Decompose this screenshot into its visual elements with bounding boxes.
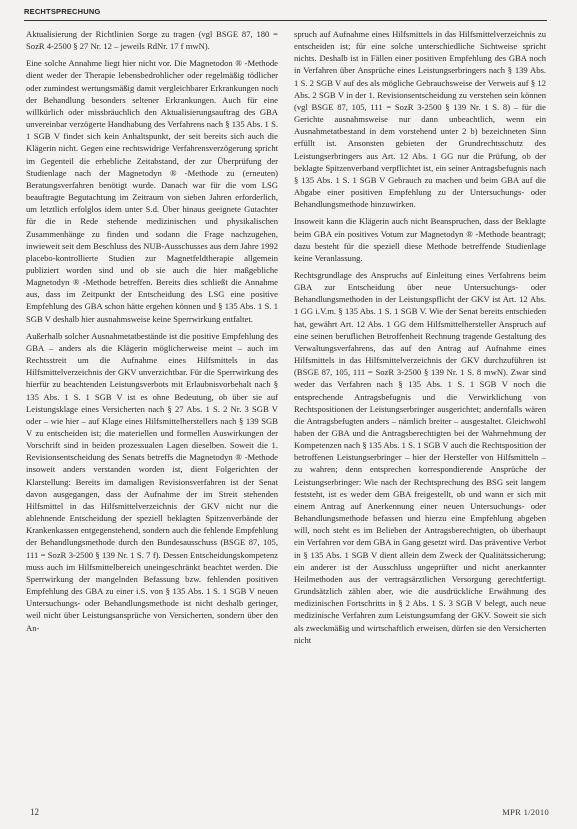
right-paragraph-1: spruch auf Aufnahme eines Hilfsmittels in das Hilfsmittelverzeichnis zu entscheiden ist; für eine solche unterschiedliche Sichtweise spricht nichts. Deshalb ist in Fällen einer positiven Empfehlung des GBA noch in Verfahren über Ansprüche eines Leistungserbringers nach § 139 Abs. 1 S. 2 SGB V auf des als mögliche Gebrauchsweise der Verweis auf § 12 Abs. 2 SGB V in der 1. Revisionsentscheidung zu verstehen sein können (vgl BSGE 87, 105, 111 = SozR 3-2500 § 139 Nr. 1 S. 8) – für die Gerichte ausnahmsweise nur dann unbeachtlich, wenn ein Ausnahmetatbestand in dem vorstehend unter 2 b) bezeichneten Sinn erfüllt ist. Ansonsten gebieten der Grundrechtsschutz des Leistungserbringers aus Art. 12 Abs. 1 GG nur die Prüfung, ob der beklagte Spitzenverband verpflichtet ist, ein seiner Antragsbefugnis nach § 135 Abs. 1 S. 1 SGB V Gebrauch zu machen und beim GBA auf die Abgabe einer positiven Empfehlung zu der Untersuchungs- oder Behandlungsmethode hinzuwirken. — [294, 29, 546, 210]
right-paragraph-3: Rechtsgrundlage des Anspruchs auf Einleitung eines Verfahrens beim GBA zur Entscheidung über neue Untersuchungs- oder Behandlungsmethoden in der Leistungspflicht der GKV ist Art. 12 Abs. 1 GG i.V.m. § 135 Abs. 1 S. 1 SGB V. Wie der Senat bereits entschieden hat, gewährt Art. 12 Abs. 1 GG dem Hilfsmittelhersteller Anspruch auf eine seinen beruflichen Betroffenheit Rechnung tragende Gestaltung des Verwaltungsverfahrens, das auf den Antrag auf Aufnahme eines Hilfsmittels in das Hilfsmittelverzeichnis der GKV durchzuführen ist (BSGE 87, 105, 111 = SozR 3-2500 § 139 Nr. 1 S. 8 mwN). Zwar sind weder das Verfahren nach § 135 Abs. 1 S. 1 SGB V noch die entsprechende Antragsbefugnis und die Verwirklichung von Rechtspositionen der Leistungserbringer ausgerichtet; andernfalls wären die Antragsbefugten anders – nämlich breiter – ausgestaltet. Gleichwohl haben der GBA und die Antragsberechtigten bei der Wahrnehmung der Kompetenzen nach § 135 Abs. 1 S. 1 SGB V auch die Rechtsposition der betroffenen Leistungserbringer – hier der Hersteller von Hilfsmitteln – zu wahren; denn entsprechen korrespondierende Ansprüche der Leistungserbringer: Wie nach der Rechtsprechung des BSG seit langem feststeht, ist es weder dem GBA freigestellt, ob und wann er sich mit einem Antrag auf Anerkennung einer neuen Untersuchungs- oder Behandlungsmethode befassen und hierzu eine Empfehlung abgeben will, noch steht es im Belieben der Antragsberechtigten, ob überhaupt ein Verfahren vor dem GBA in Gang gesetzt wird. Das präventive Verbot in § 135 Abs. 1 SGB V dient allein dem Zweck der Qualitätssicherung; ein anderer ist der Ausschluss ungeprüfter und nicht anerkannter Heilmethoden aus der vertragsärztlichen Versorgung gerechtfertigt. Grundsätzlich zählen aber, wie die ausdrückliche Erwähnung des medizinischen Fortschritts in § 2 Abs. 1 S. 3 SGB V belegt, auch neue medizinische Verfahren zum Leistungsumfang der GKV. Soweit sie sich als zweckmäßig und wirtschaftlich erweisen, dürfen sie den Versicherten nicht — [294, 269, 546, 645]
left-column — [26, 28, 278, 639]
journal-issue: MPR 1/2010 — [502, 807, 549, 817]
right-column — [294, 28, 546, 651]
right-paragraph-2: Insoweit kann die Klägerin auch nicht Beanspruchen, dass der Beklagte beim GBA ein positives Votum zur Magnetodyn ® -Methode beantragt; dazu besteht für die speziell diese Methode betreffende Studienlage keine Veranlassung. — [294, 216, 546, 263]
left-paragraph-1: Aktualisierung der Richtlinien Sorge zu tragen (vgl BSGE 87, 180 = SozR 4-2500 § 27 Nr. 12 – jeweils RdNr. 17 f mwN). — [26, 29, 278, 52]
page-number: 12 — [30, 807, 39, 817]
section-header: RECHTSPRECHUNG — [24, 7, 101, 16]
left-paragraph-2: Eine solche Annahme liegt hier nicht vor. Die Magnetodon ® -Methode dient weder der Therapie lebensbedrohlicher oder regelmäßig tödlicher oder zumindest wertungsmäßig damit vergleichbarer Erkrankungen noch der Behandlung besonders seltener Erkrankungen. Auch für eine willkürlich oder missbräuchlich den Aktualisierungsauftrag des GBA unvereinbar verzögerte Handhabung des Verfahrens nach § 135 Abs. 1 S. 1 SGB V findet sich kein Anhaltspunkt, der seit bereits sich auch die Klägerin nicht. Gegen eine rechtswidrige Verfahrensverzögerung spricht im Gegenteil die erhebliche Zeitabstand, der zur Überprüfung der Studienlage nach der Magnetodyn ® -Methode zu (erneuten) Beratungsverfahren benötigt wurde. Danach war für die vom LSG beauftragte Begutachtung im Zeitraum von sieben Jahren erforderlich, um letztlich erfolglos idem unter S.d. Über hinaus geeignete Gutachter für die in Rede stehende medizinischen und physikalischen Zusammenhänge zu finden und sodann die Frage nachzugehen, inwieweit seit dem Beschluss des NUB-Ausschusses aus dem Jahre 1992 placebo-kontrollierte Studien zur Magnetfeldtherapie allgemein publiziert worden sind und ob sie auch die hier maßgebliche Magnetodyn ® -Methode betreffen. Bereits dies schließt die Annahme aus, dass im Zeitpunkt der Entscheidung des LSG eine positive Empfehlung des GBA schon hätte ergehen können und § 135 Abs. 1 S. 1 SGB V deshalb hier ausnahmsweise keine Sperrwirkung entfaltet. — [26, 58, 278, 324]
left-paragraph-3: Außerhalb solcher Ausnahmetatbestände ist die positive Empfehlung des GBA – anders als die Klägerin möglicherweise meint – auch im Rechtsstreit um die Aufnahme eines Hilfsmittels in das Hilfsmittelverzeichnis der GKV unverzichtbar. Für die Sperrwirkung des hierfür zu beachtenden Leistungsverbots mit Erlaubnisvorbehalt nach § 135 Abs. 1 S. 1 SGB V ist es ohne Bedeutung, ob über sie auf Leistungsklage eines Versicherten nach § 27 Abs. 1 S. 2 Nr. 3 SGB V oder – wie hier – auf Klage eines Hilfsmittelherstellers nach § 139 SGB V zu entscheiden ist; die materiellen und formellen Auswirkungen der Vorschrift sind in beiden prozessualen Lagen dieselben. Soweit die 1. Revisionsentscheidung des Senats betreffs die Magnetodyn ® -Methode insoweit anders verstanden worden ist, dient Folgerichten der Klarstellung: Bereits im damaligen Revisionsverfahren ist der Senat davon ausgegangen, dass der Aufnahme der im Streit stehenden Hilfsmittel in das Hilfsmittelverzeichnis der GKV nicht nur die ablehnende Entscheidung der speziell beklagten Spitzenverbände der Krankenkassen entgegenstehend, sondern auch die fehlende Empfehlung der Behandlungsmethode durch den Bundesausschuss (BSGE 87, 105, 111 = SozR 3-2500 § 139 Nr. 1 S. 7 f). Dessen Entscheidungskompetenz muss auch im Hilfsmittelbereich uneingeschränkt beachtet werden. Die Sperrwirkung der mangelnden Befassung bzw. fehlenden positiven Empfehlung des GBA zu einer i.S. von § 135 Abs. 1 S. 1 SGB V neuen Untersuchungs- oder Behandlungsmethode ist nicht deshalb geringer, weil nicht über Leistungsansprüche von Versicherten, sondern über den An- — [26, 330, 278, 633]
header-rule — [24, 20, 547, 21]
